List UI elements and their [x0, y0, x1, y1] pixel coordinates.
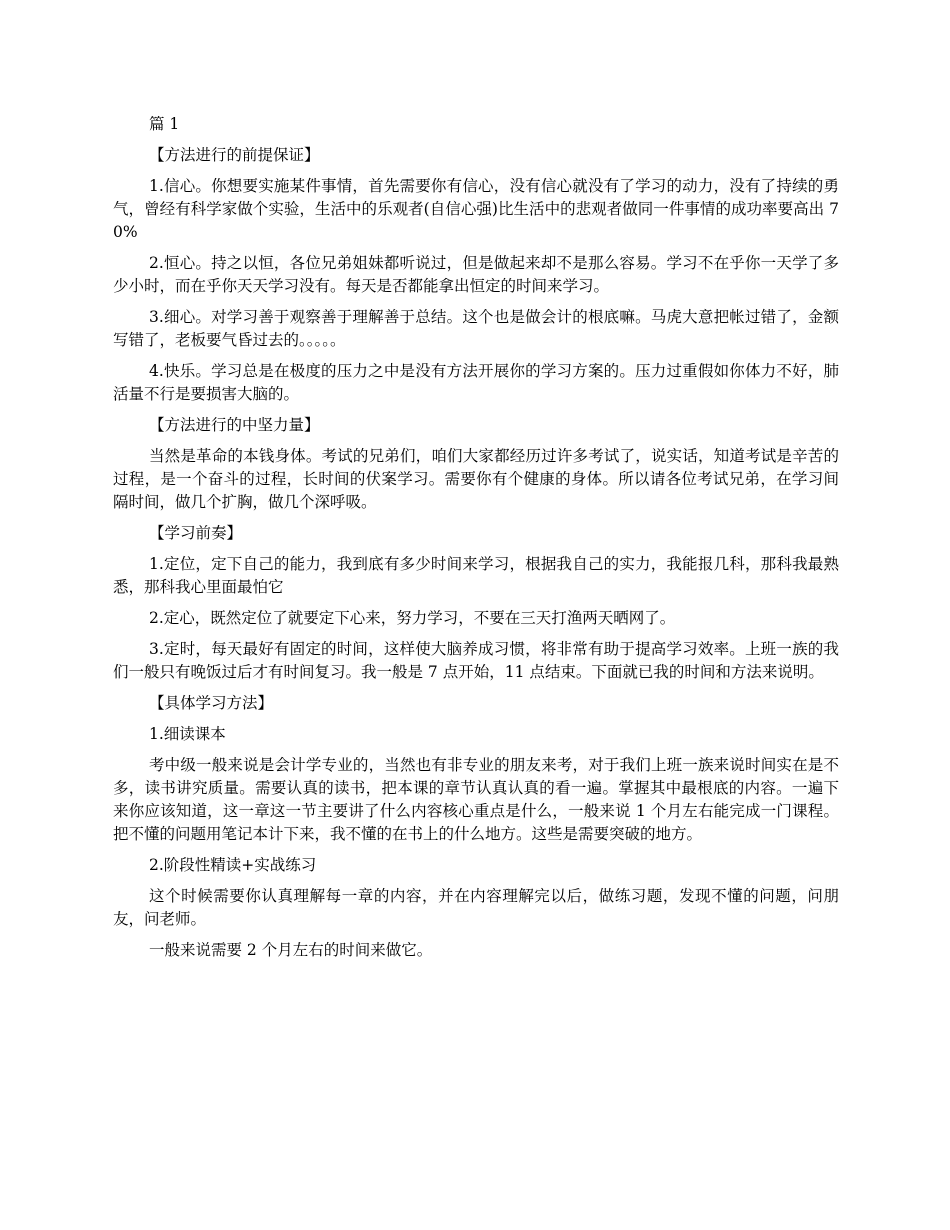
paragraph-carefulness: 3.细心。对学习善于观察善于理解善于总结。这个也是做会计的根底嘛。马虎大意把帐过错了，金额写错了，老板要气昏过去的。。。。。 [113, 308, 839, 349]
heading-prelude: 【学习前奏】 [149, 524, 243, 542]
section-label: 篇 1 [149, 115, 180, 133]
paragraph-timing: 3.定时，每天最好有固定的时间，这样使大脑养成习惯，将非常有助于提高学习效率。上班一族的我们一般只有晚饭过后才有时间复习。我一般是 7 点开始，11 点结束。下面就已我的时间和方法来说明。 [113, 640, 839, 681]
subheading-intensive-reading: 2.阶段性精读+实战练习 [149, 856, 317, 874]
paragraph-read-textbook: 考中级一般来说是会计学专业的，当然也有非专业的朋友来考，对于我们上班一族来说时间实在是不多，读书讲究质量。需要认真的读书，把本课的章节认真认真的看一遍。掌握其中最根底的内容。一遍下来你应该知道，这一章这一节主要讲了什么内容核心重点是什么，一般来说 1 个月左右能完成一门课程。把不懂的问题用笔记本计下来，我不懂的在书上的什么地方。这些是需要突破的地方。 [113, 756, 839, 843]
heading-methods: 【具体学习方法】 [149, 694, 274, 712]
document-body [113, 113, 839, 970]
paragraph-happiness: 4.快乐。学习总是在极度的压力之中是没有方法开展你的学习方案的。压力过重假如你体力不好，肺活量不行是要损害大脑的。 [113, 362, 839, 403]
paragraph-intensive-reading: 这个时候需要你认真理解每一章的内容，并在内容理解完以后，做练习题，发现不懂的问题，问朋友，问老师。 [113, 887, 839, 928]
paragraph-focus: 2.定心，既然定位了就要定下心来，努力学习，不要在三天打渔两天晒网了。 [149, 609, 676, 627]
paragraph-duration: 一般来说需要 2 个月左右的时间来做它。 [149, 941, 433, 959]
heading-core-strength: 【方法进行的中坚力量】 [149, 416, 320, 434]
heading-prerequisites: 【方法进行的前提保证】 [149, 146, 320, 164]
paragraph-positioning: 1.定位，定下自己的能力，我到底有多少时间来学习，根据我自己的实力，我能报几科，那科我最熟悉，那科我心里面最怕它 [113, 555, 839, 596]
paragraph-health: 当然是革命的本钱身体。考试的兄弟们，咱们大家都经历过许多考试了，说实话，知道考试是辛苦的过程，是一个奋斗的过程，长时间的伏案学习。需要你有个健康的身体。所以请各位考试兄弟，在学习间隔时间，做几个扩胸，做几个深呼吸。 [113, 447, 839, 511]
subheading-read-textbook: 1.细读课本 [149, 725, 226, 743]
paragraph-perseverance: 2.恒心。持之以恒，各位兄弟姐妹都听说过，但是做起来却不是那么容易。学习不在乎你一天学了多少小时，而在乎你天天学习没有。每天是否都能拿出恒定的时间来学习。 [113, 254, 839, 295]
paragraph-confidence: 1.信心。你想要实施某件事情，首先需要你有信心，没有信心就没有了学习的动力，没有了持续的勇气，曾经有科学家做个实验，生活中的乐观者(自信心强)比生活中的悲观者做同一件事情的成功率要高出 70% [113, 177, 839, 241]
